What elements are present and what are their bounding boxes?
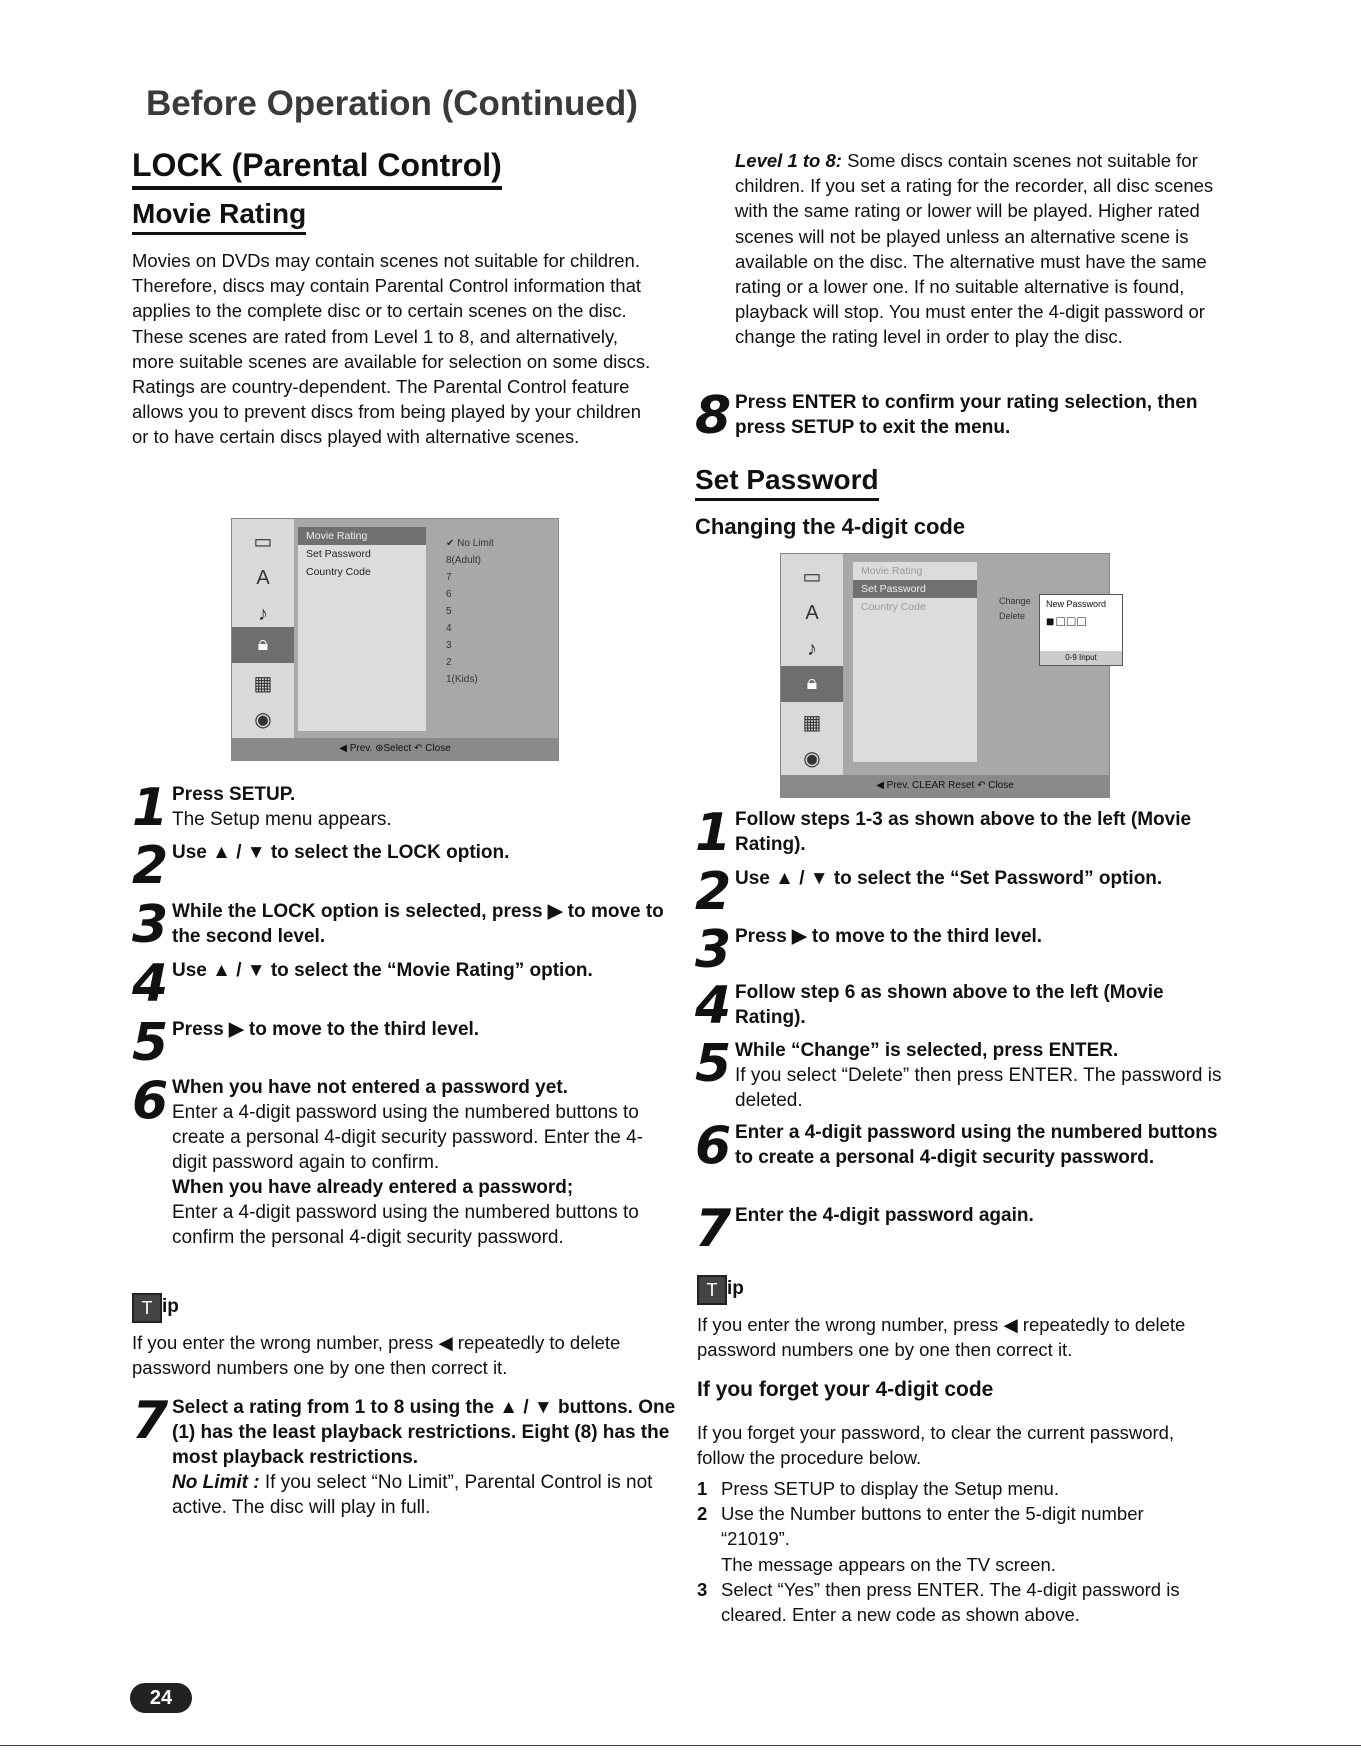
right-step-4 <box>695 976 1225 1036</box>
left-step-5 <box>132 1013 672 1073</box>
right-step-7 <box>695 1199 1225 1259</box>
password-digit-boxes: ■□□□ <box>1046 613 1088 629</box>
forget-code-intro: If you forget your password, to clear the current password, follow the procedure below. <box>697 1422 1175 1469</box>
level-label: Level 1 to 8: <box>735 150 842 171</box>
list-item-text: Press SETUP to display the Setup menu. <box>721 1478 1059 1499</box>
menu-footer: ◀ Prev. CLEAR Reset ↶ Close <box>781 775 1109 797</box>
language-icon: A <box>805 602 819 624</box>
tip-label: ip <box>727 1278 744 1300</box>
step-number: 6 <box>132 1071 169 1131</box>
step-number: 5 <box>695 1034 732 1094</box>
new-password-popup <box>1039 594 1123 666</box>
menu-footer: ◀ Prev. ⊛Select ↶ Close <box>232 738 558 760</box>
step-number: 5 <box>132 1013 169 1073</box>
menu-icon-column <box>781 554 843 775</box>
page-title: LOCK (Parental Control) <box>132 147 502 190</box>
tip-icon: T <box>132 1293 162 1323</box>
step-instruction: Follow steps 1-3 as shown above to the left (Movie Rating). <box>735 809 1192 855</box>
rating-option: 5 <box>446 606 452 617</box>
bottom-divider <box>0 1745 1361 1746</box>
step-instruction: Press SETUP. <box>172 784 296 805</box>
tv-icon: ▭ <box>802 566 822 588</box>
menu-item-set-password: Set Password <box>853 580 977 598</box>
tip-heading <box>697 1275 744 1305</box>
step-number: 3 <box>695 920 732 980</box>
right-step-3 <box>695 920 1225 980</box>
tip-text: If you enter the wrong number, press ◀ repeatedly to delete password numbers one by one then correct it. <box>697 1314 1186 1361</box>
step-instruction: While “Change” is selected, press ENTER. <box>735 1040 1119 1061</box>
step-instruction: Press ENTER to confirm your rating selection, then press SETUP to exit the menu. <box>735 392 1198 438</box>
sub-option-change: Change <box>999 596 1031 606</box>
page-number-badge: 24 <box>130 1683 192 1713</box>
step-instruction: Use ▲ / ▼ to select the “Movie Rating” option. <box>172 960 593 981</box>
left-step-7 <box>132 1391 677 1520</box>
step-detail: If you select “Delete” then press ENTER. The password is deleted. <box>735 1065 1222 1111</box>
step-instruction: Enter the 4-digit password again. <box>735 1205 1034 1226</box>
left-step-4 <box>132 954 672 1014</box>
step-number: 7 <box>132 1391 169 1451</box>
step-instruction: Use ▲ / ▼ to select the “Set Password” option. <box>735 868 1163 889</box>
menu-item-country-code: Country Code <box>306 566 371 578</box>
set-password-heading: Set Password <box>695 464 879 501</box>
popup-title: New Password <box>1046 599 1107 609</box>
step-number: 4 <box>695 976 732 1036</box>
right-step-6 <box>695 1116 1225 1176</box>
list-item <box>697 1476 1217 1501</box>
step-number: 8 <box>695 386 732 446</box>
left-step-8 <box>695 386 1215 446</box>
tip-text: If you enter the wrong number, press ◀ repeatedly to delete password numbers one by one then correct it. <box>132 1332 621 1379</box>
step-instruction: Enter a 4-digit password using the numbered buttons to create a personal 4-digit security password. <box>735 1122 1218 1168</box>
step-instruction: Follow step 6 as shown above to the left (Movie Rating). <box>735 982 1164 1028</box>
step-instruction: While the LOCK option is selected, press ▶ to move to the second level. <box>172 901 664 947</box>
step-instruction: Press ▶ to move to the third level. <box>172 1019 480 1040</box>
list-item-note: The message appears on the TV screen. <box>721 1553 1056 1575</box>
right-step-5 <box>695 1034 1225 1113</box>
step-detail-2: Enter a 4-digit password using the numbered buttons to confirm the personal 4-digit security password. <box>172 1202 639 1248</box>
disc-icon: ◉ <box>803 748 821 770</box>
language-icon: A <box>256 567 270 589</box>
step-instruction-2: When you have already entered a password; <box>172 1177 574 1198</box>
menu-item-country-code: Country Code <box>861 601 926 613</box>
menu-item-list <box>298 527 426 731</box>
step-instruction: Use ▲ / ▼ to select the LOCK option. <box>172 842 510 863</box>
section-header: Before Operation (Continued) <box>146 84 638 123</box>
list-item <box>697 1577 1217 1627</box>
forget-code-steps <box>697 1476 1217 1627</box>
tip-heading <box>132 1293 179 1323</box>
rating-option: 6 <box>446 589 452 600</box>
menu-item-movie-rating: Movie Rating <box>298 527 426 545</box>
tip-icon: T <box>697 1275 727 1305</box>
left-step-2 <box>132 836 672 896</box>
forget-code-heading: If you forget your 4-digit code <box>697 1378 994 1401</box>
step-number: 1 <box>132 778 169 838</box>
right-step-1 <box>695 803 1225 863</box>
level-text: Some discs contain scenes not suitable for children. If you set a rating for the recorder, all disc scenes with the same rating or lower will be played. Higher rated scenes will not be played unless an alternative scene is available on the disc. The alternative must have the same rating or a lower one. If no suitable alternative is found, playback will stop. You must enter the 4-digit password or change the rating level in order to play the disc. <box>735 150 1214 348</box>
record-icon: ▦ <box>802 712 822 734</box>
movie-rating-intro: Movies on DVDs may contain scenes not suitable for children. Therefore, discs may contain Parental Control information that applies to the complete disc or to certain scenes on the disc. These scenes are rated from Level 1 to 8, and alternatively, more suitable scenes are available for selection on some discs. Ratings are country-dependent. The Parental Control feature allows you to prevent discs from being played by your children or to have certain discs played with alternative scenes. <box>132 250 651 448</box>
lock-icon: 🔒︎ <box>232 627 294 663</box>
lock-icon: 🔒︎ <box>781 666 843 702</box>
list-item <box>697 1501 1217 1577</box>
rating-option: 1(Kids) <box>446 674 478 685</box>
popup-hint: 0-9 Input <box>1040 651 1122 665</box>
tip-label: ip <box>162 1296 179 1318</box>
rating-option: 3 <box>446 640 452 651</box>
record-icon: ▦ <box>253 673 273 695</box>
step-detail: Enter a 4-digit password using the numbered buttons to create a personal 4-digit security password. Enter the 4-digit password again to confirm. <box>172 1102 644 1173</box>
list-item-text: Select “Yes” then press ENTER. The 4-digit password is cleared. Enter a new code as shown above. <box>721 1578 1180 1626</box>
no-limit-label: No Limit : <box>172 1472 260 1493</box>
left-step-1 <box>132 778 672 838</box>
disc-icon: ◉ <box>254 709 272 731</box>
step-instruction: Press ▶ to move to the third level. <box>735 926 1043 947</box>
rating-option: ✔ No Limit <box>446 538 494 549</box>
step-instruction: Select a rating from 1 to 8 using the ▲ / ▼ buttons. One (1) has the least playback restrictions. Eight (8) has the most playback restrictions. <box>172 1397 676 1468</box>
step-instruction: When you have not entered a password yet. <box>172 1077 568 1098</box>
audio-icon: ♪ <box>258 603 268 625</box>
left-step-6 <box>132 1071 672 1250</box>
list-item-text: Use the Number buttons to enter the 5-digit number “21019”. <box>721 1503 1144 1550</box>
menu-icon-column <box>232 519 294 738</box>
setup-menu-screenshot-password <box>780 553 1110 798</box>
level-description <box>735 148 1225 350</box>
no-limit-text: If you select “No Limit”, Parental Control is not active. The disc will play in full. <box>172 1472 653 1518</box>
list-item-number: 2 <box>697 1503 708 1525</box>
menu-item-list <box>853 562 977 762</box>
change-code-subheading: Changing the 4-digit code <box>695 514 966 539</box>
movie-rating-heading: Movie Rating <box>132 198 306 235</box>
rating-option: 4 <box>446 623 452 634</box>
step-number: 6 <box>695 1116 732 1176</box>
step-number: 1 <box>695 803 732 863</box>
step-number: 2 <box>695 862 732 922</box>
step-number: 7 <box>695 1199 732 1259</box>
sub-option-delete: Delete <box>999 611 1026 621</box>
menu-item-movie-rating: Movie Rating <box>861 565 923 577</box>
step-number: 4 <box>132 954 169 1014</box>
setup-menu-screenshot-lock <box>231 518 559 761</box>
rating-option: 8(Adult) <box>446 555 482 566</box>
step-detail: The Setup menu appears. <box>172 809 392 830</box>
right-step-2 <box>695 862 1225 922</box>
list-item-number: 3 <box>697 1578 708 1600</box>
rating-option: 2 <box>446 657 452 668</box>
step-number: 2 <box>132 836 169 896</box>
rating-option: 7 <box>446 572 452 583</box>
password-sub-options <box>999 594 1031 624</box>
audio-icon: ♪ <box>807 638 817 660</box>
left-step-3 <box>132 895 672 955</box>
tv-icon: ▭ <box>253 531 273 553</box>
menu-item-set-password: Set Password <box>306 548 371 560</box>
list-item-number: 1 <box>697 1478 708 1499</box>
step-number: 3 <box>132 895 169 955</box>
rating-options <box>446 535 494 688</box>
